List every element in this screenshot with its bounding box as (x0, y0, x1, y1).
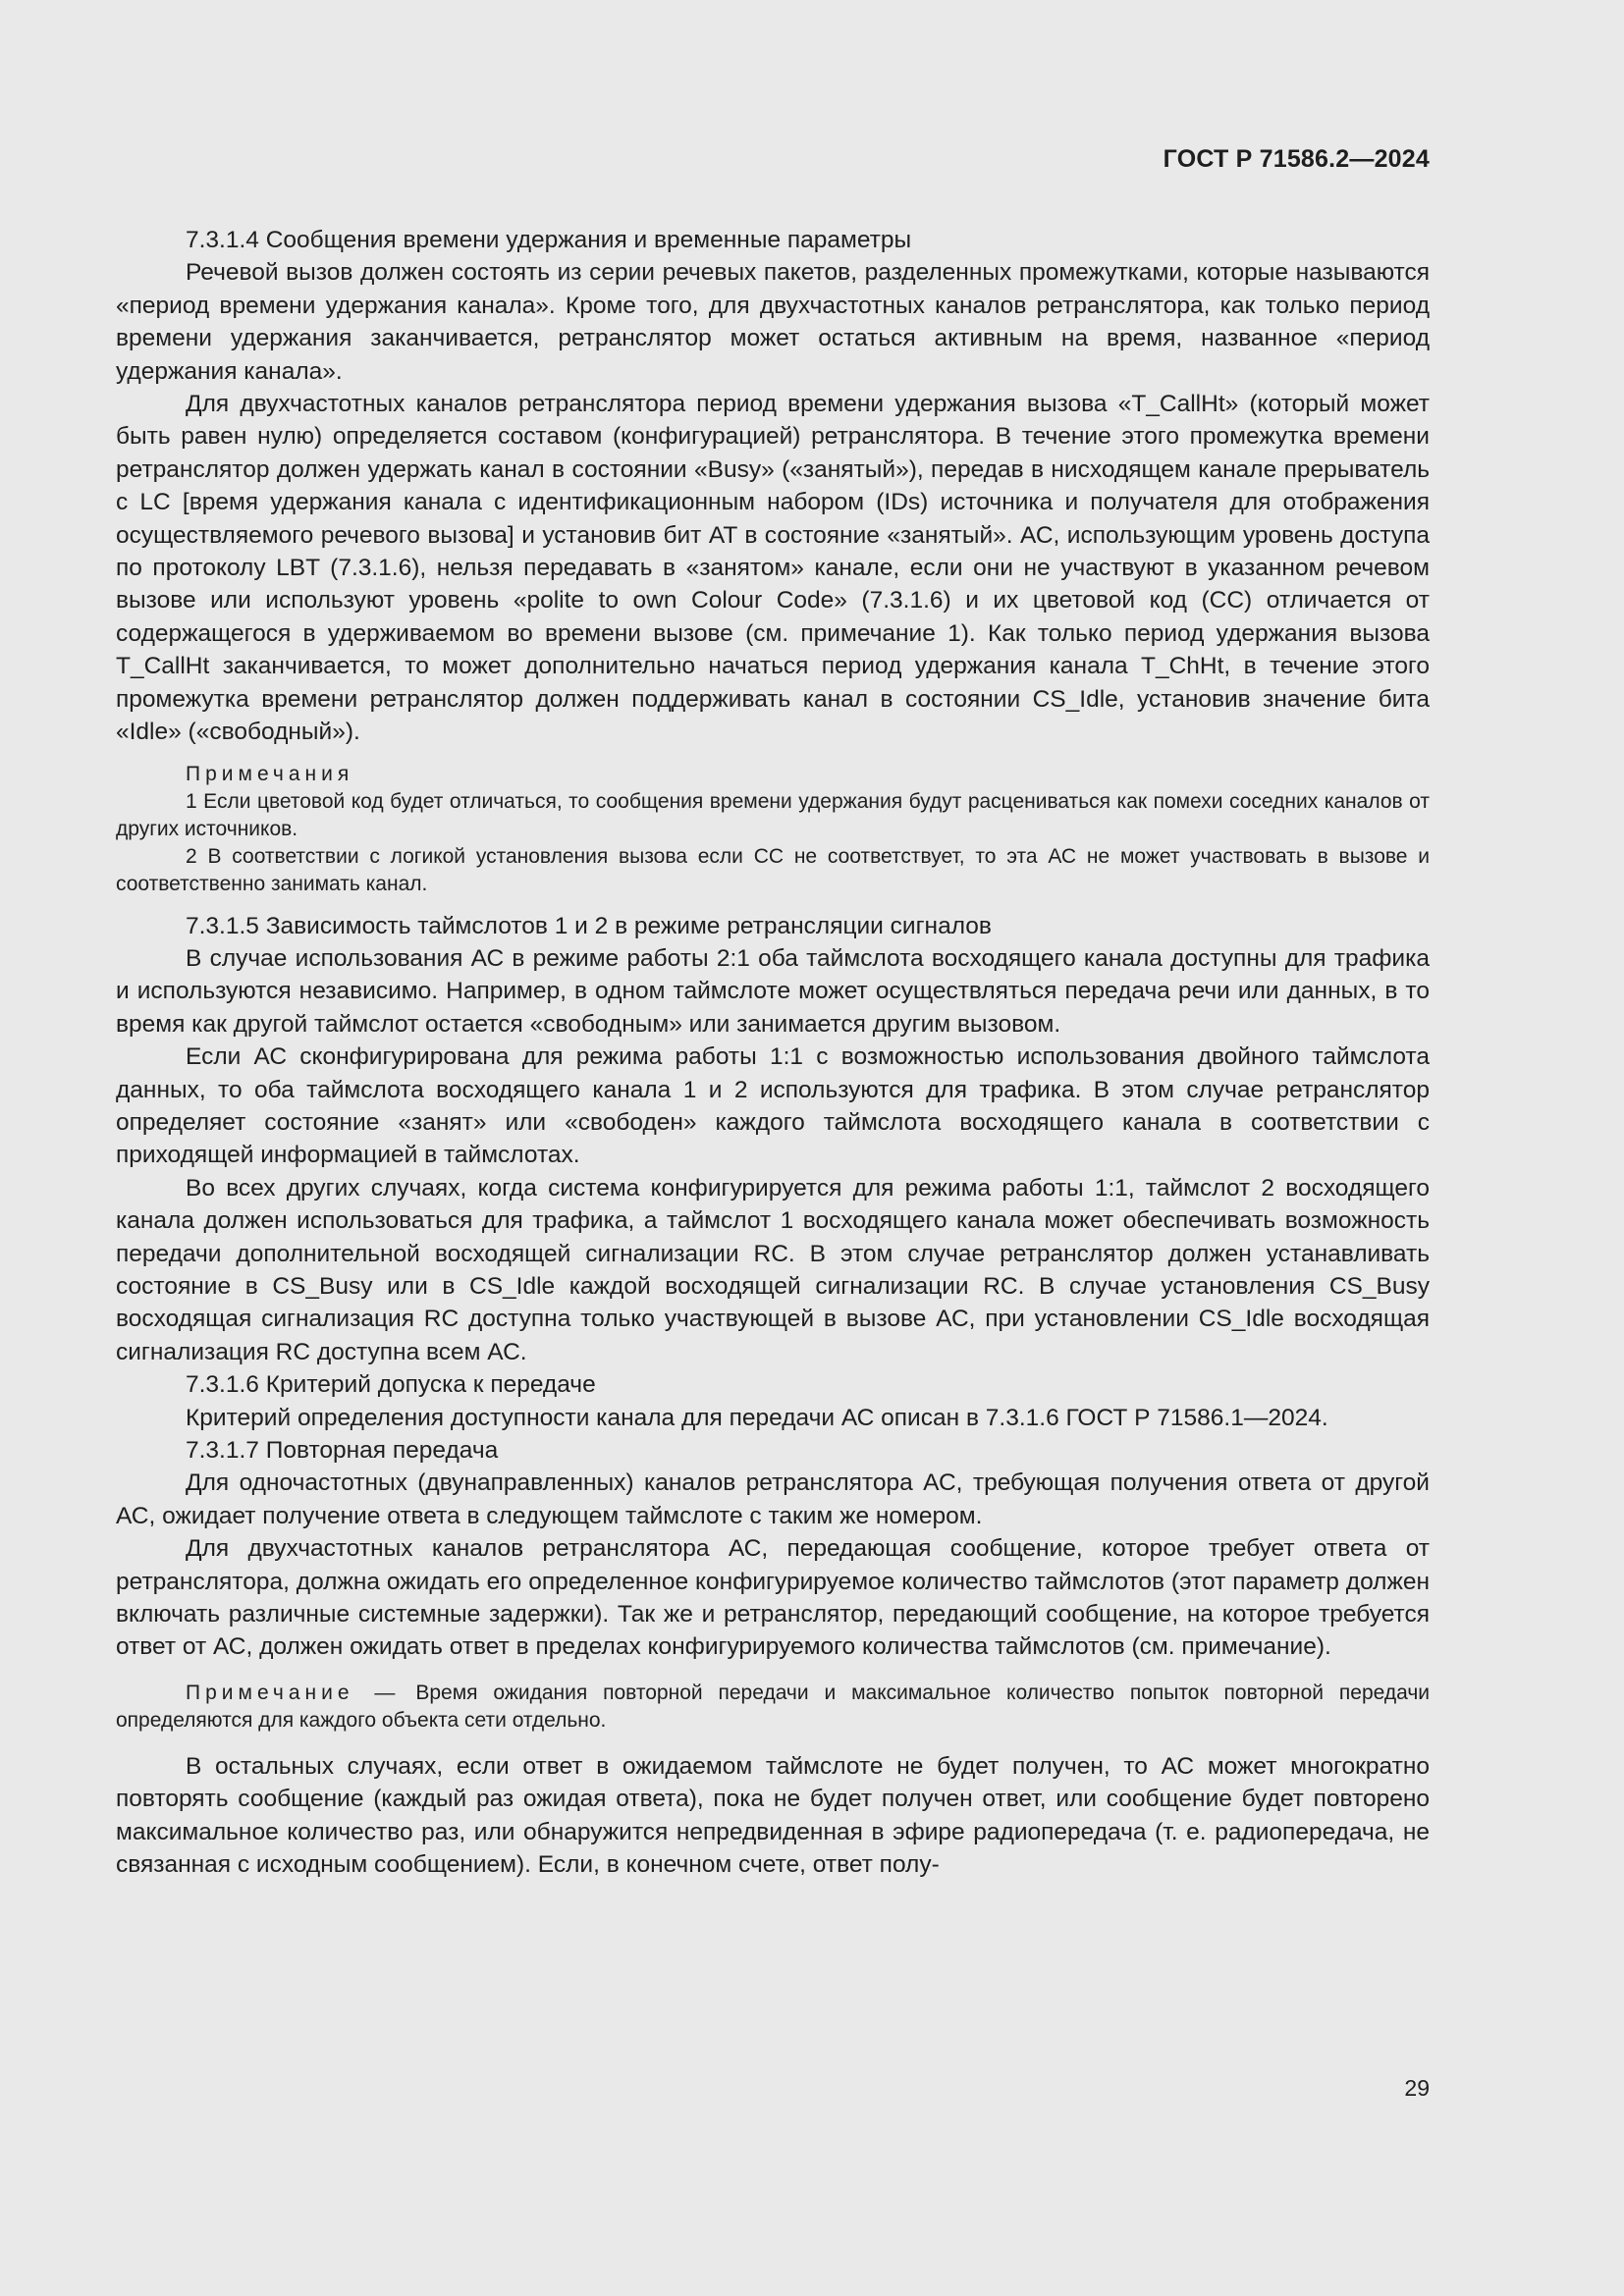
paragraph: Для одночастотных (двунаправленных) каналов ретранслятора АС, требующая получения ответа от другой АС, ожидает получение ответа в следующем таймслоте с таким же номером. (116, 1469, 1430, 1529)
document-body (116, 224, 1430, 1881)
section-heading-7-3-1-6: 7.3.1.6 Критерий допуска к передаче (186, 1371, 596, 1399)
note-1: 1 Если цветовой код будет отличаться, то сообщения времени удержания будут расцениваться как помехи соседних каналов от других источников. (116, 789, 1430, 840)
paragraph: В остальных случаях, если ответ в ожидаемом таймслоте не будет получен, то АС может многократно повторять сообщение (каждый раз ожидая ответа), пока не будет получен ответ, или сообщение будет повторено максимальное количество раз, или обнаружится непредвиденная в эфире радиопередача (т. е. радиопередача, не связанная с исходным сообщением). Если, в конечном счете, ответ полу- (116, 1752, 1430, 1879)
note-2: 2 В соответствии с логикой установления вызова если CC не соответствует, то эта АС не может участвовать в вызове и соответственно занимать канал. (116, 844, 1430, 895)
paragraph: В случае использования АС в режиме работы 2:1 оба таймслота восходящего канала доступны для трафика и используются независимо. Например, в одном таймслоте может осуществляться передача речи или данных, в то время как другой таймслот остается «свободным» или занимается другим вызовом. (116, 944, 1430, 1038)
paragraph: Для двухчастотных каналов ретранслятора период времени удержания вызова «T_CallHt» (который может быть равен нулю) определяется составом (конфигурацией) ретранслятора. В течение этого промежутка времени ретранслятор должен удержать канал в состоянии «Busy» («занятый»), передав в нисходящем канале прерыватель с LC [время удержания канала с идентификационным набором (IDs) источника и получателя для отображения осуществляемого речевого вызова] и установив бит AT в состояние «занятый». АС, использующим уровень доступа по протоколу LBT (7.3.1.6), нельзя передавать в «занятом» канале, если они не участвуют в указанном речевом вызове или используют уровень «polite to own Colour Code» (7.3.1.6) и их цветовой код (CC) отличается от содержащегося в удерживаемом во времени вызове (см. примечание 1). Как только период удержания вызова T_CallHt заканчивается, то может дополнительно начаться период удержания канала T_ChHt, в течение этого промежутка времени ретранслятор должен поддерживать канал в состоянии CS_Idle, установив значение бита «Idle» («свободный»). (116, 391, 1430, 746)
paragraph: Во всех других случаях, когда система конфигурируется для режима работы 1:1, таймслот 2 восходящего канала должен использоваться для трафика, а таймслот 1 восходящего канала может обеспечивать возможность передачи дополнительной восходящей сигнализации RC. В этом случае ретранслятор должен устанавливать состояние в CS_Busy или в CS_Idle каждой восходящей сигнализации RC. В случае установления CS_Busy восходящая сигнализация RC доступна только участвующей в вызове АС, при установлении CS_Idle восходящая сигнализация RC доступна всем АС. (116, 1174, 1430, 1365)
paragraph: Речевой вызов должен состоять из серии речевых пакетов, разделенных промежутками, которые называются «период времени удержания канала». Кроме того, для двухчастотных каналов ретранслятора, как только период времени удержания заканчивается, ретранслятор может остаться активным на время, названное «период удержания канала». (116, 259, 1430, 385)
note-retransmission (116, 1680, 1430, 1735)
paragraph: Критерий определения доступности канала для передачи АС описан в 7.3.1.6 ГОСТ Р 71586.1—2024. (186, 1404, 1328, 1431)
paragraph: Для двухчастотных каналов ретранслятора АС, передающая сообщение, которое требует ответа от ретранслятора, должна ожидать его определенное конфигурируемое количество таймслотов (этот параметр должен включать различные системные задержки). Так же и ретранслятор, передающий сообщение, на которое требуется ответ от АС, должен ожидать ответ в пределах конфигурируемого количества таймслотов (см. примечание). (116, 1535, 1430, 1661)
section-heading-7-3-1-5: 7.3.1.5 Зависимость таймслотов 1 и 2 в режиме ретрансляции сигналов (186, 912, 992, 939)
document-standard-header: ГОСТ Р 71586.2—2024 (1163, 145, 1430, 173)
paragraph: Если АС сконфигурирована для режима работы 1:1 с возможностью использования двойного таймслота данных, то оба таймслота восходящего канала 1 и 2 используются для трафика. В этом случае ретранслятор определяет состояние «занят» или «свободен» каждого таймслота восходящего канала в соответствии с приходящей информацией в таймслотах. (116, 1043, 1430, 1169)
note-text: Время ожидания повторной передачи и максимальное количество попыток повторной передачи определяются для каждого объекта сети отдельно. (116, 1681, 1430, 1732)
page-number: 29 (1404, 2075, 1430, 2101)
note-label: Примечание — (186, 1681, 401, 1704)
section-heading-7-3-1-7: 7.3.1.7 Повторная передача (186, 1437, 499, 1464)
section-heading-7-3-1-4: 7.3.1.4 Сообщения времени удержания и временные параметры (186, 227, 912, 253)
notes-title: Примечания (186, 762, 354, 785)
